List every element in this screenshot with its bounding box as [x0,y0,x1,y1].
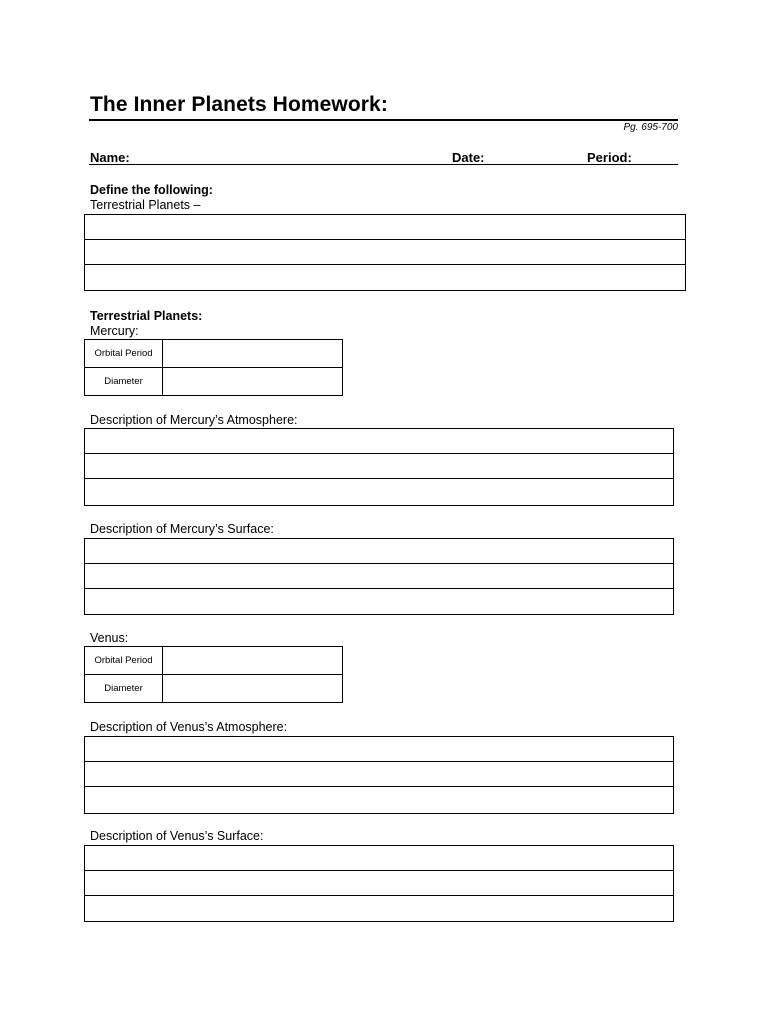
answer-line[interactable] [85,589,673,614]
venus-atmosphere-label: Description of Venus’s Atmosphere: [90,720,288,734]
orbital-period-label: Orbital Period [85,340,163,368]
venus-atmosphere-box[interactable] [84,736,674,814]
venus-surface-label: Description of Venus’s Surface: [90,829,264,843]
answer-line[interactable] [85,564,673,589]
define-heading: Define the following: [90,183,213,197]
answer-line[interactable] [85,429,673,454]
answer-line[interactable] [85,762,673,787]
answer-line[interactable] [85,479,673,504]
venus-surface-box[interactable] [84,845,674,922]
answer-line[interactable] [85,896,673,921]
define-term: Terrestrial Planets – [90,198,201,212]
answer-line[interactable] [85,846,673,871]
answer-line[interactable] [85,871,673,896]
mercury-surface-label: Description of Mercury’s Surface: [90,522,274,536]
page-reference: Pg. 695-700 [623,122,678,133]
mercury-diameter-field[interactable] [163,368,343,396]
answer-line[interactable] [85,737,673,762]
venus-diameter-field[interactable] [163,675,343,703]
student-info-row [89,150,678,165]
answer-line[interactable] [85,539,673,564]
answer-line[interactable] [85,240,685,265]
answer-line[interactable] [85,787,673,812]
mercury-facts-table [84,339,343,396]
venus-heading: Venus: [90,631,129,645]
mercury-heading: Mercury: [90,324,139,338]
definition-answer-box[interactable] [84,214,686,291]
diameter-label: Diameter [85,368,163,396]
planets-heading: Terrestrial Planets: [90,309,203,323]
page-title: The Inner Planets Homework: [90,93,388,116]
answer-line[interactable] [85,215,685,240]
diameter-label: Diameter [85,675,163,703]
mercury-atmosphere-box[interactable] [84,428,674,506]
date-label: Date: [452,150,485,165]
venus-facts-table [84,646,343,703]
answer-line[interactable] [85,454,673,479]
answer-line[interactable] [85,265,685,290]
mercury-atmosphere-label: Description of Mercury’s Atmosphere: [90,413,298,427]
orbital-period-label: Orbital Period [85,647,163,675]
venus-orbital-period-field[interactable] [163,647,343,675]
period-label: Period: [587,150,632,165]
name-label: Name: [90,150,130,165]
title-divider [89,119,678,121]
mercury-orbital-period-field[interactable] [163,340,343,368]
mercury-surface-box[interactable] [84,538,674,615]
